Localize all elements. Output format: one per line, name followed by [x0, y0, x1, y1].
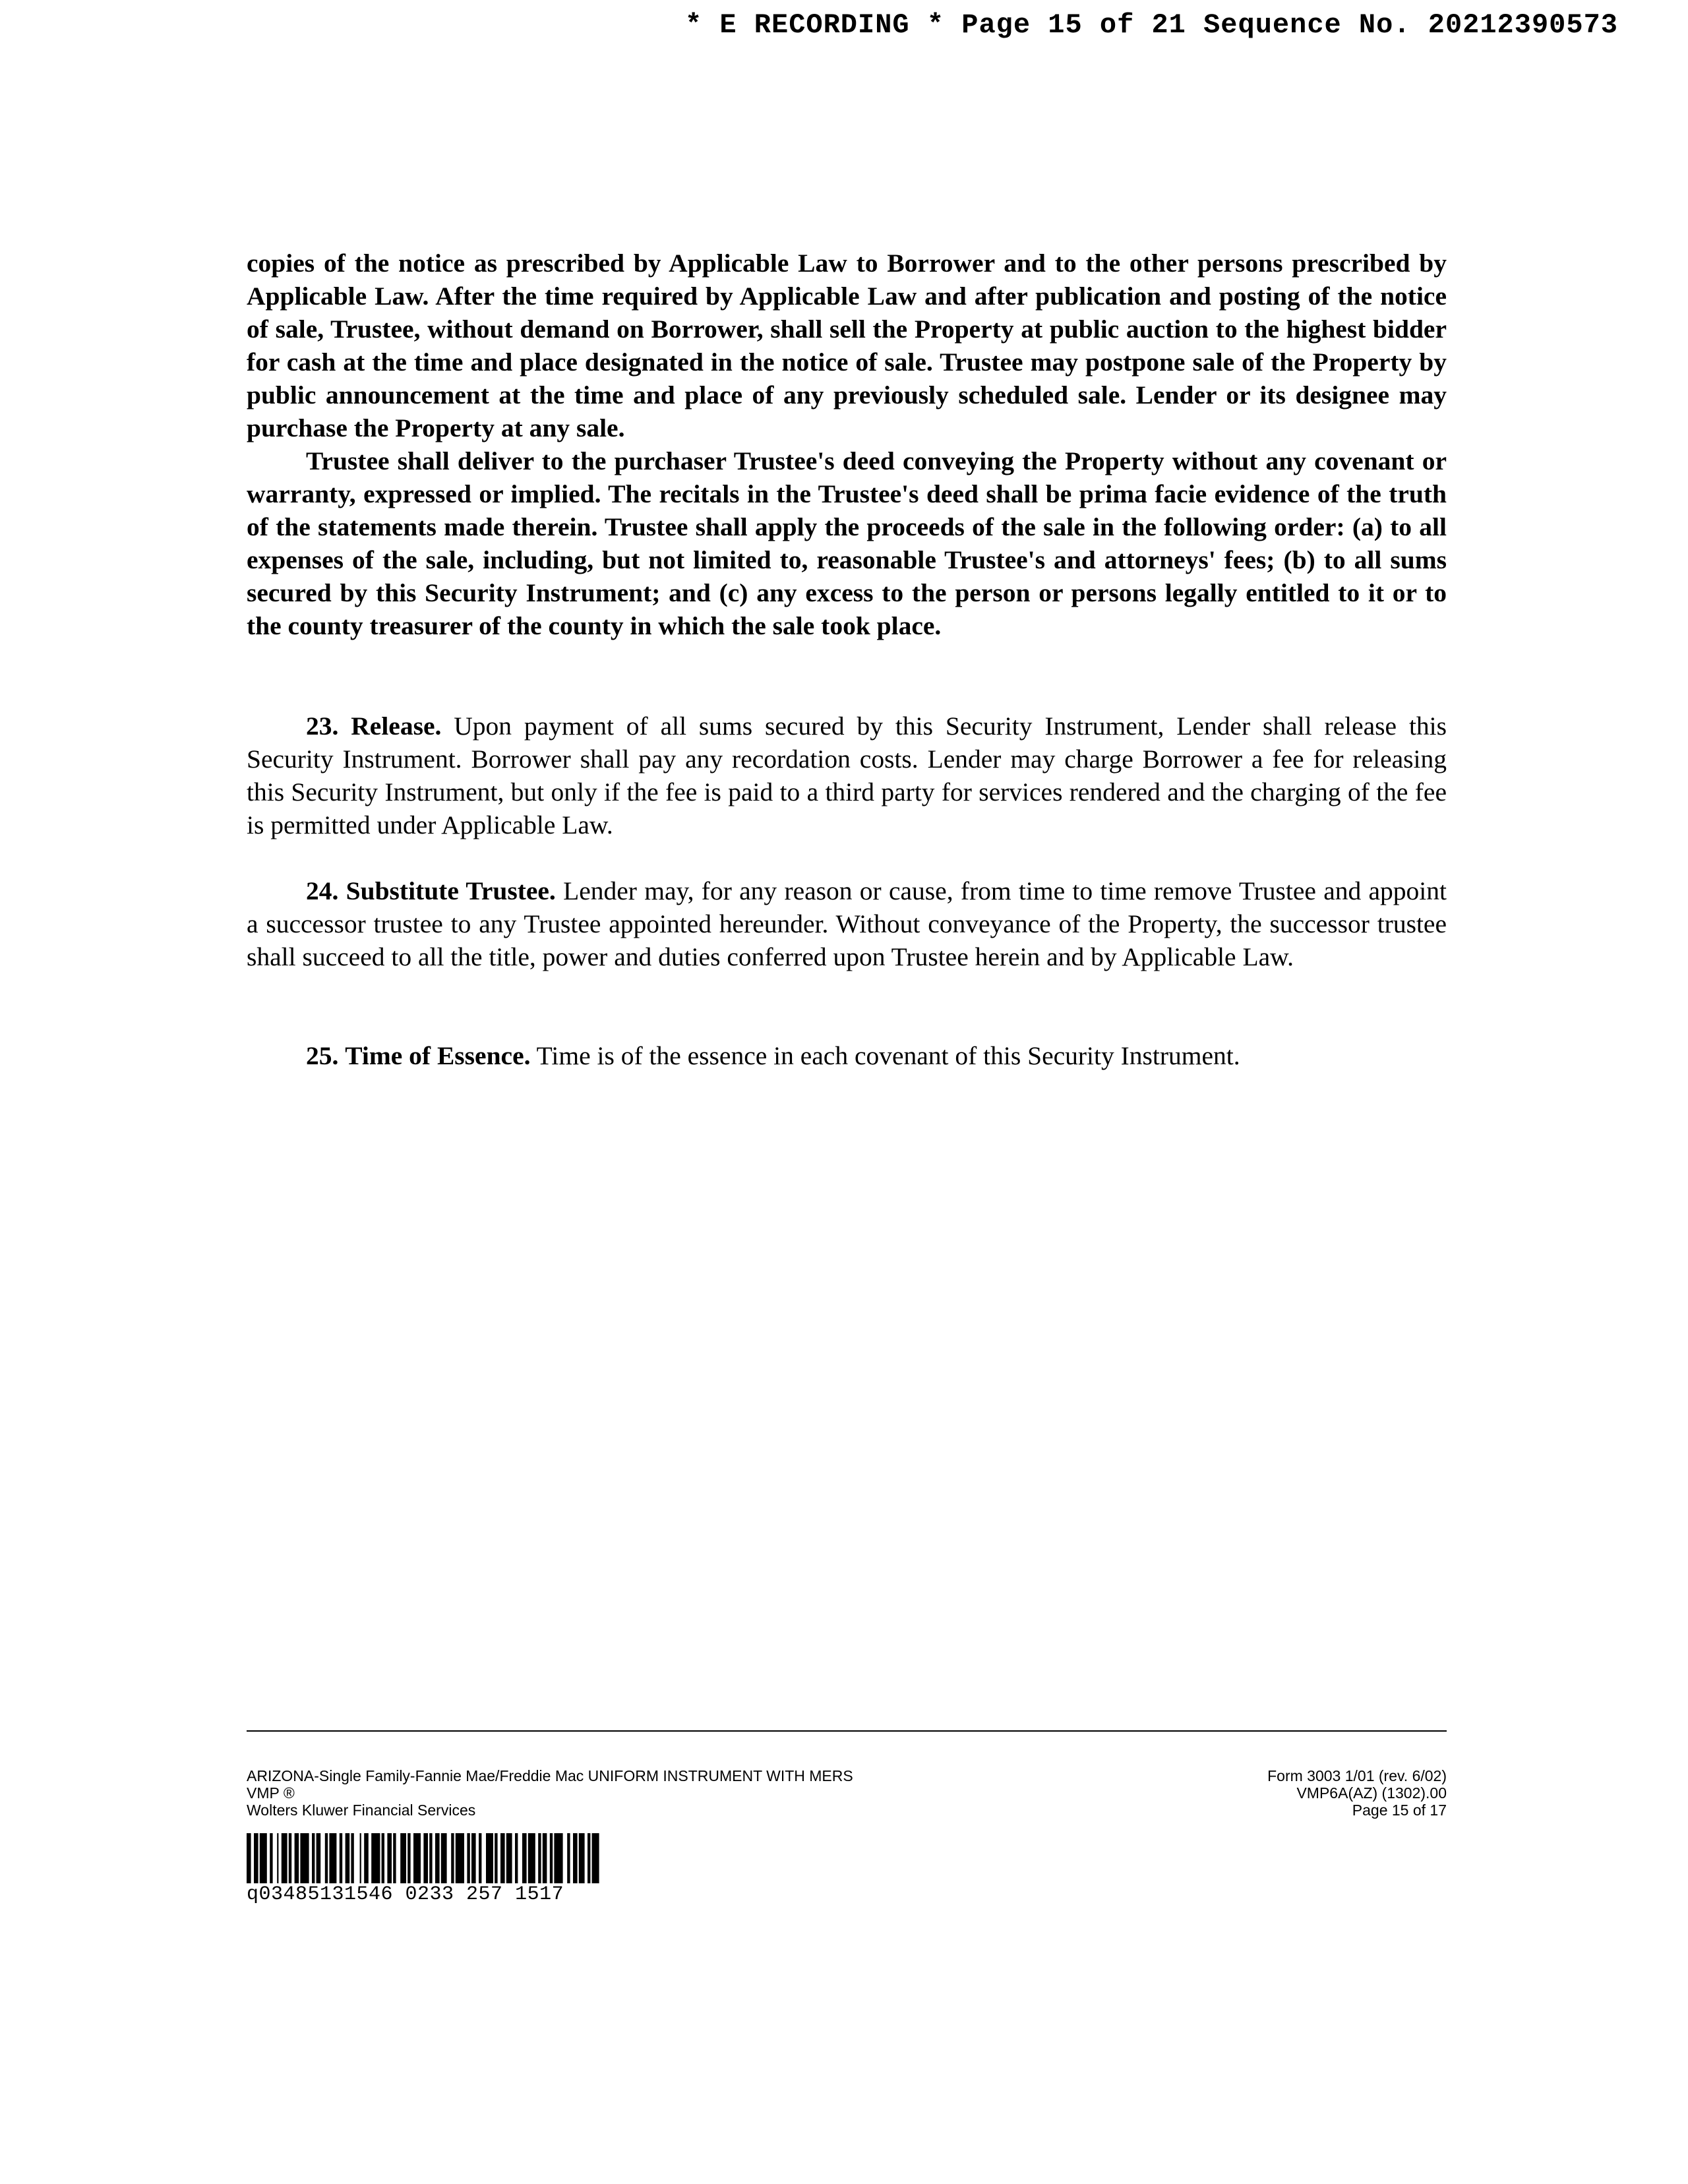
barcode-bar: [346, 1833, 350, 1883]
barcode-bar: [340, 1833, 342, 1883]
barcode-bar: [435, 1833, 440, 1883]
section-text: Lender may, for any reason or cause, from time to time remove Trustee and appoint a successor trustee to any Trustee appointed hereunder. Without conveyance of the Property, the successor trustee shall succeed to all the title, power and duties conferred upon Trustee herein and by Applicable Law.: [247, 876, 1447, 971]
publisher: Wolters Kluwer Financial Services: [247, 1802, 476, 1819]
barcode-bar: [573, 1833, 578, 1883]
barcode-bar: [429, 1833, 432, 1883]
barcode-bar: [270, 1833, 272, 1883]
barcode-number: q03485131546 0233 257 1517: [247, 1883, 564, 1906]
form-code: VMP6A(AZ) (1302).00: [1296, 1784, 1447, 1802]
barcode-bar: [486, 1833, 493, 1883]
barcode-bar: [543, 1833, 547, 1883]
barcode-bar: [423, 1833, 428, 1883]
barcode-bar: [295, 1833, 299, 1883]
barcode-bar: [382, 1833, 384, 1883]
section-text: Upon payment of all sums secured by this Security Instrument, Lender shall release this Security Instrument. Borrower shall pay any recordation costs. Lender may charge Borrower a fee for releasing this Security Instrument, but only if the fee is paid to a third party for services rendered and the charging of the fee is permitted under Applicable Law.: [247, 712, 1447, 839]
barcode-bar: [592, 1833, 599, 1883]
section-text: Time is of the essence in each covenant of this Security Instrument.: [536, 1041, 1240, 1070]
barcode-bar: [495, 1833, 497, 1883]
section-24-substitute-trustee: [247, 874, 1447, 973]
barcode-bar: [407, 1833, 410, 1883]
barcode-bar: [479, 1833, 481, 1883]
barcode-bar: [312, 1833, 315, 1883]
barcode-bar: [588, 1833, 590, 1883]
barcode-bar: [282, 1833, 287, 1883]
section-number: 24.: [306, 876, 339, 905]
footer-left: [247, 1767, 853, 1819]
barcode-bar: [316, 1833, 321, 1883]
barcode-bar: [371, 1833, 380, 1883]
barcode-bar: [515, 1833, 518, 1883]
barcode-bar: [329, 1833, 336, 1883]
section-title: Substitute Trustee.: [346, 876, 556, 905]
barcode-bar: [351, 1833, 353, 1883]
barcode-bar: [441, 1833, 447, 1883]
barcode-bar: [260, 1833, 267, 1883]
barcode-bar: [247, 1833, 251, 1883]
barcode-bar: [467, 1833, 469, 1883]
footer-divider: [247, 1730, 1447, 1732]
section-number: 25.: [306, 1041, 339, 1070]
form-number: Form 3003 1/01 (rev. 6/02): [1267, 1767, 1447, 1784]
continuation-text: [247, 247, 1447, 642]
footer-right: [1267, 1767, 1447, 1819]
barcode-bar: [325, 1833, 328, 1883]
barcode-bar: [364, 1833, 369, 1883]
barcode-bar: [413, 1833, 421, 1883]
barcode-bar: [500, 1833, 505, 1883]
recording-header: * E RECORDING * Page 15 of 21 Sequence No. 20212390573: [684, 9, 1618, 41]
section-title: Release.: [351, 712, 442, 741]
barcode-bar: [300, 1833, 309, 1883]
section-25-time-of-essence: [247, 1039, 1447, 1072]
continuation-paragraph-1: copies of the notice as prescribed by Applicable Law to Borrower and to the other persons prescribed by Applicable Law. After the time required by Applicable Law and after publication and posting of the notice of sale, Trustee, without demand on Borrower, shall sell the Property at public auction to the highest bidder for cash at the time and place designated in the notice of sale. Trustee may postpone sale of the Property by public announcement at the time and place of any previously scheduled sale. Lender or its designee may purchase the Property at any sale.: [247, 249, 1447, 442]
barcode-bar: [471, 1833, 476, 1883]
section-23-release: [247, 710, 1447, 841]
barcode-bar: [360, 1833, 361, 1883]
section-number: 23.: [306, 712, 339, 741]
barcode-bar: [567, 1833, 570, 1883]
barcode-bar: [400, 1833, 406, 1883]
barcode-bar: [387, 1833, 392, 1883]
barcode-bar: [506, 1833, 512, 1883]
barcode-bar: [393, 1833, 396, 1883]
barcode-bar: [451, 1833, 454, 1883]
barcode-bar: [254, 1833, 258, 1883]
barcode-bar: [528, 1833, 535, 1883]
barcode-bar: [538, 1833, 541, 1883]
vmp-mark: VMP ®: [247, 1784, 295, 1802]
barcode-bar: [554, 1833, 562, 1883]
barcode-bar: [456, 1833, 464, 1883]
barcode-bar: [579, 1833, 585, 1883]
section-title: Time of Essence.: [345, 1041, 531, 1070]
page-number: Page 15 of 17: [1352, 1802, 1447, 1819]
barcode: [247, 1833, 716, 1883]
barcode-bar: [522, 1833, 527, 1883]
continuation-paragraph-2: Trustee shall deliver to the purchaser Trustee's deed conveying the Property without any covenant or warranty, expressed or implied. The recitals in the Trustee's deed shall be prima facie evidence of the truth of the statements made therein. Trustee shall apply the proceeds of the sale in the following order: (a) to all expenses of the sale, including, but not limited to, reasonable Trustee's and attorneys' fees; (b) to all sums secured by this Security Instrument; and (c) any excess to the person or persons legally entitled to it or to the county treasurer of the county in which the sale took place.: [247, 446, 1447, 640]
barcode-bar: [289, 1833, 291, 1883]
barcode-bar: [277, 1833, 278, 1883]
form-title: ARIZONA-Single Family-Fannie Mae/Freddie Mac UNIFORM INSTRUMENT WITH MERS: [247, 1767, 853, 1784]
barcode-bar: [550, 1833, 553, 1883]
